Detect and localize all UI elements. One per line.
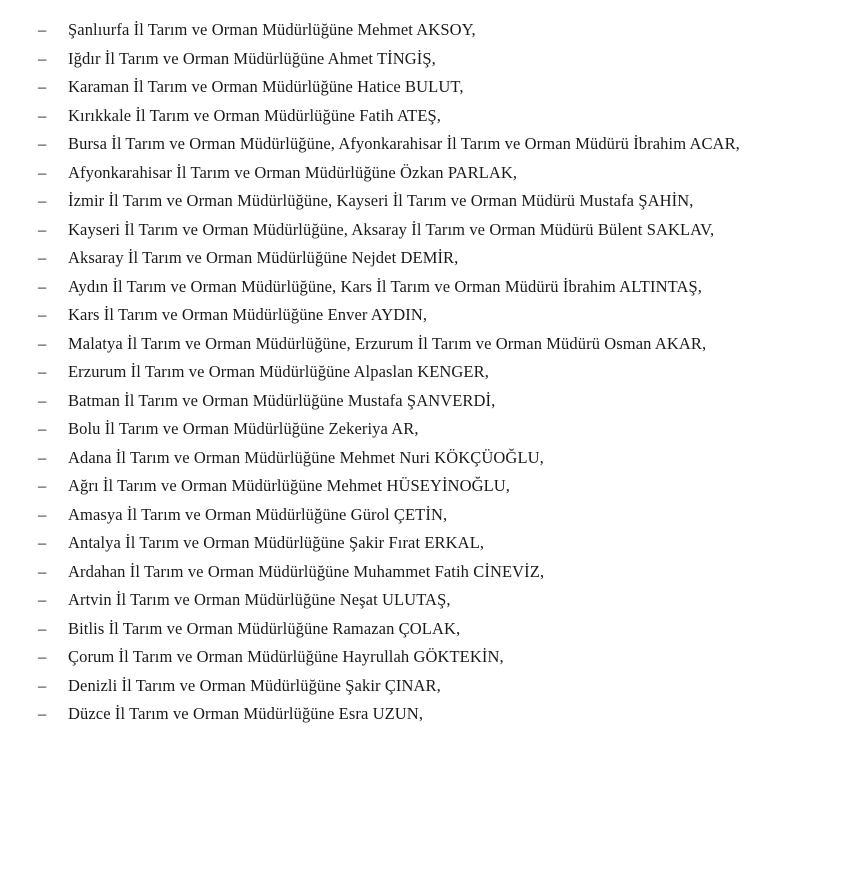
list-item: [38, 301, 806, 330]
appointment-text: İzmir İl Tarım ve Orman Müdürlüğüne, Kayseri İl Tarım ve Orman Müdürü Mustafa ŞAHİN,: [68, 191, 694, 210]
list-item: [38, 415, 806, 444]
list-item: [38, 615, 806, 644]
list-item: [38, 387, 806, 416]
appointment-text: Bursa İl Tarım ve Orman Müdürlüğüne, Afyonkarahisar İl Tarım ve Orman Müdürü İbrahim ACAR,: [68, 134, 740, 153]
appointment-text: Çorum İl Tarım ve Orman Müdürlüğüne Hayrullah GÖKTEKİN,: [68, 647, 504, 666]
appointment-text: Şanlıurfa İl Tarım ve Orman Müdürlüğüne Mehmet AKSOY,: [68, 20, 476, 39]
appointment-text: Kayseri İl Tarım ve Orman Müdürlüğüne, Aksaray İl Tarım ve Orman Müdürü Bülent SAKLAV,: [68, 219, 715, 239]
bullet-dash: –: [38, 191, 47, 210]
list-item: [38, 586, 806, 615]
appointment-text: Iğdır İl Tarım ve Orman Müdürlüğüne Ahmet TİNGİŞ,: [68, 48, 436, 68]
appointment-text: Denizli İl Tarım ve Orman Müdürlüğüne Şakir ÇINAR,: [68, 675, 441, 695]
appointment-text: Aksaray İl Tarım ve Orman Müdürlüğüne Nejdet DEMİR,: [68, 248, 459, 267]
list-item: [38, 273, 806, 302]
list-item: [38, 444, 806, 473]
bullet-dash: –: [38, 20, 47, 39]
bullet-dash: –: [38, 134, 47, 153]
list-item: [38, 700, 806, 729]
bullet-dash: –: [38, 362, 47, 381]
appointment-text: Bitlis İl Tarım ve Orman Müdürlüğüne Ramazan ÇOLAK,: [68, 618, 461, 638]
list-item: [38, 187, 806, 216]
list-item: [38, 643, 806, 672]
list-item: [38, 73, 806, 102]
list-item: [38, 472, 806, 501]
bullet-dash: –: [38, 162, 47, 182]
appointment-list: [38, 16, 806, 729]
bullet-dash: –: [38, 105, 47, 125]
bullet-dash: –: [38, 219, 47, 239]
appointment-text: Aydın İl Tarım ve Orman Müdürlüğüne, Kars İl Tarım ve Orman Müdürü İbrahim ALTINTAŞ,: [68, 276, 702, 296]
appointment-text: Batman İl Tarım ve Orman Müdürlüğüne Mustafa ŞANVERDİ,: [68, 390, 496, 410]
bullet-dash: –: [38, 276, 47, 296]
appointment-text: Kars İl Tarım ve Orman Müdürlüğüne Enver AYDIN,: [68, 305, 428, 324]
bullet-dash: –: [38, 618, 47, 638]
list-item: [38, 672, 806, 701]
bullet-dash: –: [38, 248, 47, 267]
bullet-dash: –: [38, 647, 47, 666]
list-item: [38, 330, 806, 359]
appointment-text: Artvin İl Tarım ve Orman Müdürlüğüne Neşat ULUTAŞ,: [68, 590, 451, 609]
list-item: [38, 244, 806, 273]
bullet-dash: –: [38, 590, 47, 609]
bullet-dash: –: [38, 77, 47, 96]
bullet-dash: –: [38, 675, 47, 695]
appointment-text: Adana İl Tarım ve Orman Müdürlüğüne Mehmet Nuri KÖKÇÜOĞLU,: [68, 447, 544, 467]
bullet-dash: –: [38, 419, 47, 438]
appointment-text: Karaman İl Tarım ve Orman Müdürlüğüne Hatice BULUT,: [68, 77, 464, 96]
bullet-dash: –: [38, 504, 47, 524]
list-item: [38, 501, 806, 530]
appointment-text: Afyonkarahisar İl Tarım ve Orman Müdürlüğüne Özkan PARLAK,: [68, 162, 518, 182]
list-item: [38, 45, 806, 74]
bullet-dash: –: [38, 390, 47, 410]
appointment-text: Antalya İl Tarım ve Orman Müdürlüğüne Şakir Fırat ERKAL,: [68, 533, 485, 552]
appointment-text: Düzce İl Tarım ve Orman Müdürlüğüne Esra UZUN,: [68, 704, 424, 723]
bullet-dash: –: [38, 704, 47, 723]
bullet-dash: –: [38, 476, 47, 495]
appointment-text: Erzurum İl Tarım ve Orman Müdürlüğüne Alpaslan KENGER,: [68, 362, 489, 381]
bullet-dash: –: [38, 447, 47, 467]
bullet-dash: –: [38, 533, 47, 552]
list-item: [38, 159, 806, 188]
appointment-text: Bolu İl Tarım ve Orman Müdürlüğüne Zekeriya AR,: [68, 419, 419, 438]
list-item: [38, 216, 806, 245]
list-item: [38, 358, 806, 387]
list-item: [38, 130, 806, 159]
bullet-dash: –: [38, 561, 47, 581]
bullet-dash: –: [38, 305, 47, 324]
appointment-text: Amasya İl Tarım ve Orman Müdürlüğüne Gürol ÇETİN,: [68, 504, 448, 524]
list-item: [38, 529, 806, 558]
list-item: [38, 558, 806, 587]
list-item: [38, 102, 806, 131]
appointment-text: Ağrı İl Tarım ve Orman Müdürlüğüne Mehmet HÜSEYİNOĞLU,: [68, 476, 511, 495]
list-item: [38, 16, 806, 45]
appointment-text: Malatya İl Tarım ve Orman Müdürlüğüne, Erzurum İl Tarım ve Orman Müdürü Osman AKAR,: [68, 333, 707, 353]
appointment-text: Kırıkkale İl Tarım ve Orman Müdürlüğüne Fatih ATEŞ,: [68, 105, 441, 125]
appointment-text: Ardahan İl Tarım ve Orman Müdürlüğüne Muhammet Fatih CİNEVİZ,: [68, 561, 545, 581]
bullet-dash: –: [38, 48, 47, 68]
bullet-dash: –: [38, 333, 47, 353]
